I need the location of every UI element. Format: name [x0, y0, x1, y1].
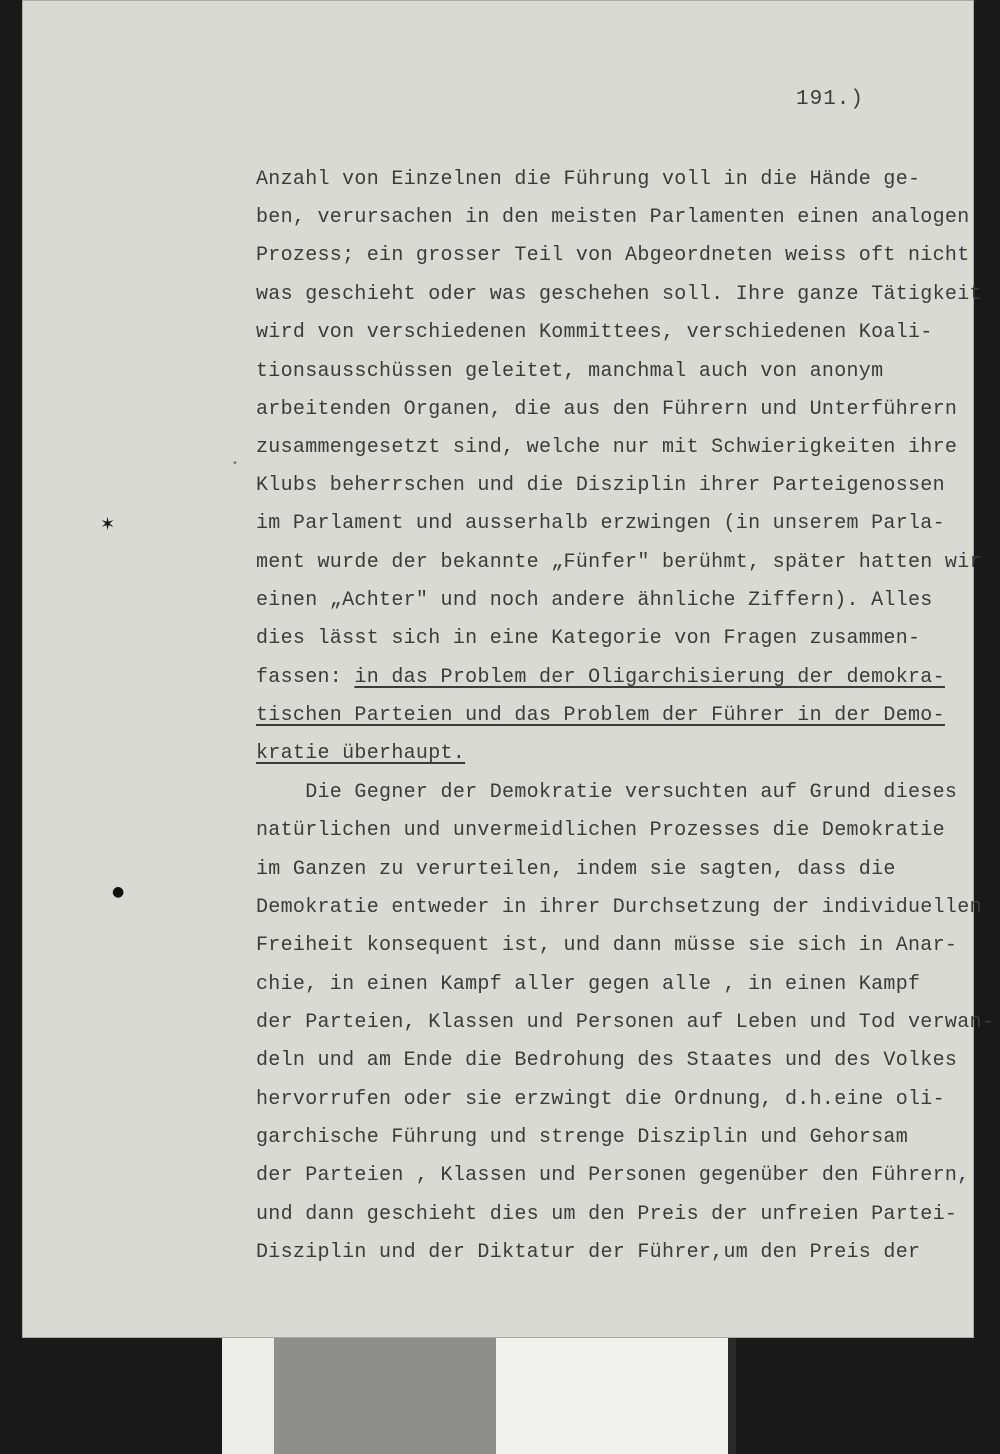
text-line: arbeitenden Organen, die aus den Führern und Unterführern: [256, 398, 958, 421]
text-line: im Parlament und ausserhalb erzwingen (in unserem Parla-: [256, 512, 945, 535]
scan-calibration-white-left: [222, 1338, 274, 1454]
text-line: ment wurde der bekannte „Fünfer" berühmt, später hatten wir: [256, 551, 982, 574]
text-line: zusammengesetzt sind, welche nur mit Schwierigkeiten ihre: [256, 436, 958, 459]
scan-calibration-gray: [274, 1338, 496, 1454]
underlined-text: tischen Parteien und das Problem der Führer in der Demo-: [256, 704, 945, 727]
text-line: Disziplin und der Diktatur der Führer,um den Preis der: [256, 1241, 921, 1264]
text-line: Klubs beherrschen und die Disziplin ihrer Parteigenossen: [256, 474, 945, 497]
text-line: im Ganzen zu verurteilen, indem sie sagten, dass die: [256, 858, 896, 881]
text-line: Demokratie entweder in ihrer Durchsetzung der individuellen: [256, 896, 982, 919]
text-line: Anzahl von Einzelnen die Führung voll in die Hände ge-: [256, 168, 921, 191]
underlined-text: in das Problem der Oligarchisierung der demokra-: [354, 666, 945, 689]
underlined-text: kratie überhaupt.: [256, 742, 466, 765]
scan-calibration-edge: [728, 1338, 736, 1454]
scan-calibration-white-right: [496, 1338, 728, 1454]
text-fragment: fassen:: [256, 666, 355, 689]
text-line: der Parteien, Klassen und Personen auf Leben und Tod verwan-: [256, 1011, 995, 1034]
text-line: einen „Achter" und noch andere ähnliche Ziffern). Alles: [256, 589, 933, 612]
text-line: Freiheit konsequent ist, und dann müsse sie sich in Anar-: [256, 934, 958, 957]
text-line-mixed: [256, 666, 945, 689]
text-line: ben, verursachen in den meisten Parlamenten einen analogen: [256, 206, 970, 229]
text-line: dies lässt sich in eine Kategorie von Fragen zusammen-: [256, 627, 921, 650]
text-line: wird von verschiedenen Kommittees, verschiedenen Koali-: [256, 321, 933, 344]
text-line: Prozess; ein grosser Teil von Abgeordneten weiss oft nicht: [256, 244, 970, 267]
text-line: hervorrufen oder sie erzwingt die Ordnung, d.h.eine oli-: [256, 1088, 945, 1111]
page-number: 191.): [796, 88, 865, 111]
text-line: Die Gegner der Demokratie versuchten auf Grund dieses: [256, 781, 958, 804]
paper-speck: •: [232, 458, 238, 469]
text-line: der Parteien , Klassen und Personen gegenüber den Führern,: [256, 1164, 970, 1187]
text-line: tionsausschüssen geleitet, manchmal auch von anonym: [256, 360, 884, 383]
text-line: und dann geschieht dies um den Preis der unfreien Partei-: [256, 1203, 958, 1226]
text-line: deln und am Ende die Bedrohung des Staates und des Volkes: [256, 1049, 958, 1072]
text-line: natürlichen und unvermeidlichen Prozesses die Demokratie: [256, 819, 945, 842]
punch-hole-mark: ✶: [100, 514, 116, 535]
text-line: was geschieht oder was geschehen soll. Ihre ganze Tätigkeit: [256, 283, 982, 306]
punch-hole-mark: ●: [112, 884, 125, 900]
text-line: chie, in einen Kampf aller gegen alle , in einen Kampf: [256, 973, 921, 996]
text-line: garchische Führung und strenge Disziplin und Gehorsam: [256, 1126, 909, 1149]
